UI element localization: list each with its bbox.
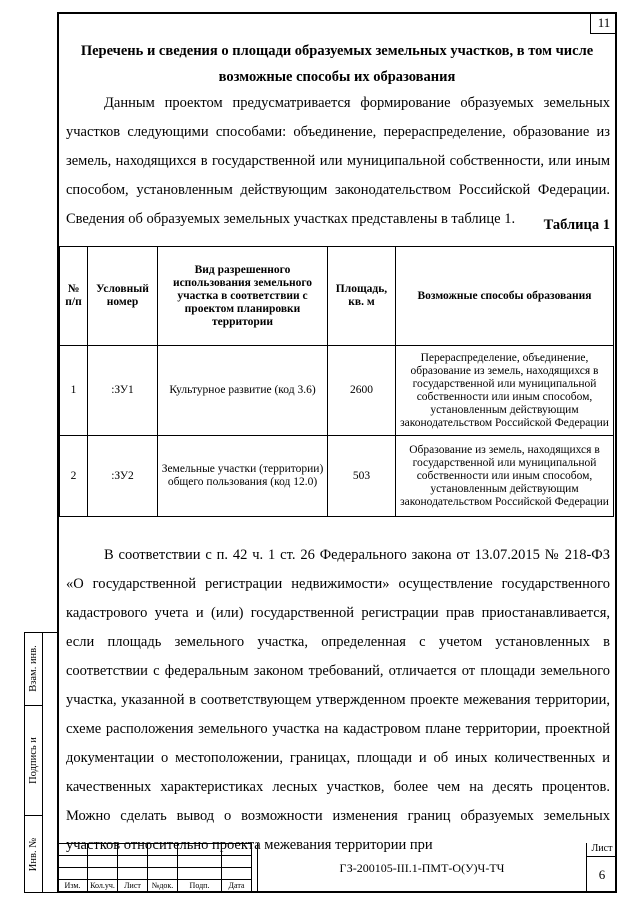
cell-formation-methods: Перераспределение, объединение, образование из земель, находящихся в государственной или муниципальной собственности или иным способом, установленным действующим законодательством Российской Федерации [396, 346, 614, 436]
col-header-permitted-use: Вид разрешенного использования земельного участка в соответствии с проектом планировки территории [158, 247, 328, 346]
section-heading: Перечень и сведения о площади образуемых земельных участков, в том числе возможные способы их образования [80, 43, 594, 85]
col-header-area: Площадь, кв. м [328, 247, 396, 346]
col-header-formation-methods: Возможные способы образования [396, 247, 614, 346]
col-header-conditional-number: Условный номер [88, 247, 158, 346]
intro-paragraph: Данным проектом предусматривается формирование образуемых земельных участков следующими способами: объединение, перераспределение, образование из земель, находящихся в государственной или муниципальной собственности, или иным способом, установленным действующим законодательством Российской Федерации. Сведения об образуемых земельных участках представлены в таблице 1. [66, 95, 610, 227]
sheet-number: 6 [598, 867, 606, 882]
cell-number: 1 [60, 346, 88, 436]
stamp-col-signature: Подп. [178, 880, 222, 892]
cell-formation-methods: Образование из земель, находящихся в государственной или муниципальной собственности или иным способом, установленным действующим законодательством Российской Федерации [396, 436, 614, 517]
cell-area: 503 [328, 436, 396, 517]
stamp-col-count: Кол.уч. [88, 880, 118, 892]
table-row [60, 346, 614, 436]
land-plots-table [59, 246, 614, 517]
cell-number: 2 [60, 436, 88, 517]
stamp-col-date: Дата [222, 880, 252, 892]
col-header-number: № п/п [60, 247, 88, 346]
stamp-col-change: Изм. [58, 880, 88, 892]
table-header-row [60, 247, 614, 346]
side-label-signature: Подпись и [28, 736, 39, 784]
sheet-label: Лист [587, 843, 617, 857]
side-label-inv-number: Инв. № [28, 837, 39, 871]
cell-conditional-number: :ЗУ2 [88, 436, 158, 517]
stamp-grid [57, 843, 252, 892]
corner-page-number: 11 [590, 12, 617, 34]
stamp-col-sheet: Лист [118, 880, 148, 892]
table-caption: Таблица 1 [543, 217, 610, 233]
document-code: ГЗ-200105-III.1-ПМТ-О(У)Ч-ТЧ [257, 843, 587, 893]
table-row [60, 436, 614, 517]
cell-area: 2600 [328, 346, 396, 436]
title-block [57, 843, 617, 893]
cell-permitted-use: Земельные участки (территории) общего пользования (код 12.0) [158, 436, 328, 517]
side-stamp-column-inner [43, 632, 58, 893]
cell-conditional-number: :ЗУ1 [88, 346, 158, 436]
cell-permitted-use: Культурное развитие (код 3.6) [158, 346, 328, 436]
law-paragraph: В соответствии с п. 42 ч. 1 ст. 26 Федерального закона от 13.07.2015 № 218-ФЗ «О государственной регистрации недвижимости» осуществление государственного кадастрового учета и (или) государственной регистрации прав приостанавливается, если площадь земельного участка, определенная с учетом установленных в соответствии с федеральным законом требований, отличается от площади земельного участка, указанной в соответствующем утвержденном проекте межевания территории, схеме расположения земельного участка на кадастровом плане территории, проектной документации о местоположении, границах, площади и об иных количественных и качественных характеристиках лесных участков, более чем на десять процентов. Можно сделать вывод о возможности изменения границ образуемых земельных участков относительно проекта межевания территории при [66, 547, 610, 853]
side-label-replace-inv: Взам. инв. [28, 645, 39, 692]
stamp-col-doc: №док. [148, 880, 178, 892]
